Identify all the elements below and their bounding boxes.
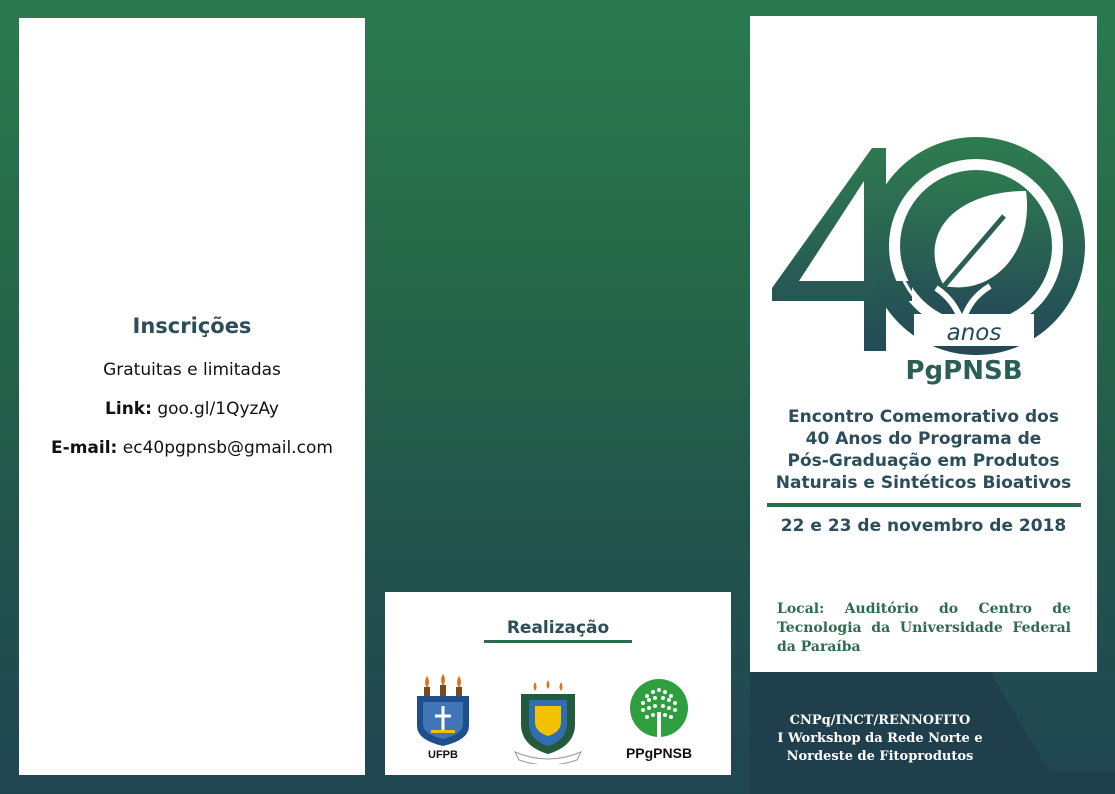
event-title-line: Pós-Graduação em Produtos [787,451,1060,471]
organizers-divider [484,640,632,643]
location-label: Local: [777,601,825,617]
organizers-panel [385,592,731,775]
ufpb-logo [413,672,473,762]
link-label: Link: [105,399,152,419]
event-location [777,600,1071,657]
registration-title: Inscrições [132,314,252,338]
event-date: 22 e 23 de novembro de 2018 [780,516,1067,536]
program-name: PgPNSB [905,356,1023,386]
event-title-line: Naturais e Sintéticos Bioativos [775,473,1072,493]
event-cover-panel [750,16,1097,672]
ccs-emblem [513,678,583,764]
footer-text [760,712,1000,766]
event-title-line: 40 Anos do Programa de [805,429,1042,449]
location-text: Auditório do Centro de Tecnologia da Universidade Federal da Paraíba [777,601,1072,655]
ppgpnsb-logo [613,678,705,762]
event-title-line: Encontro Comemorativo dos [788,407,1059,427]
footer-line: I Workshop da Rede Norte e [777,731,983,746]
anos-text: anos [946,320,1002,346]
event-divider [767,503,1081,507]
registration-email-line [19,438,365,458]
anniversary-40-anos-logo [764,136,1094,396]
footer-line: CNPq/INCT/RENNOFITO [789,713,971,728]
registration-link-line [19,399,365,419]
registration-link[interactable]: goo.gl/1QyzAy [157,399,279,419]
registration-subtitle: Gratuitas e limitadas [103,360,281,380]
event-title [750,406,1097,494]
ppgpnsb-logo-text: PPgPNSB [625,745,693,761]
registration-email[interactable]: ec40pgpnsb@gmail.com [122,438,333,458]
email-label: E-mail: [51,438,118,458]
organizers-title: Realização [506,618,610,638]
ufpb-logo-text: UFPB [428,749,458,761]
registration-panel [19,18,365,775]
footer-line: Nordeste de Fitoprodutos [786,749,974,764]
